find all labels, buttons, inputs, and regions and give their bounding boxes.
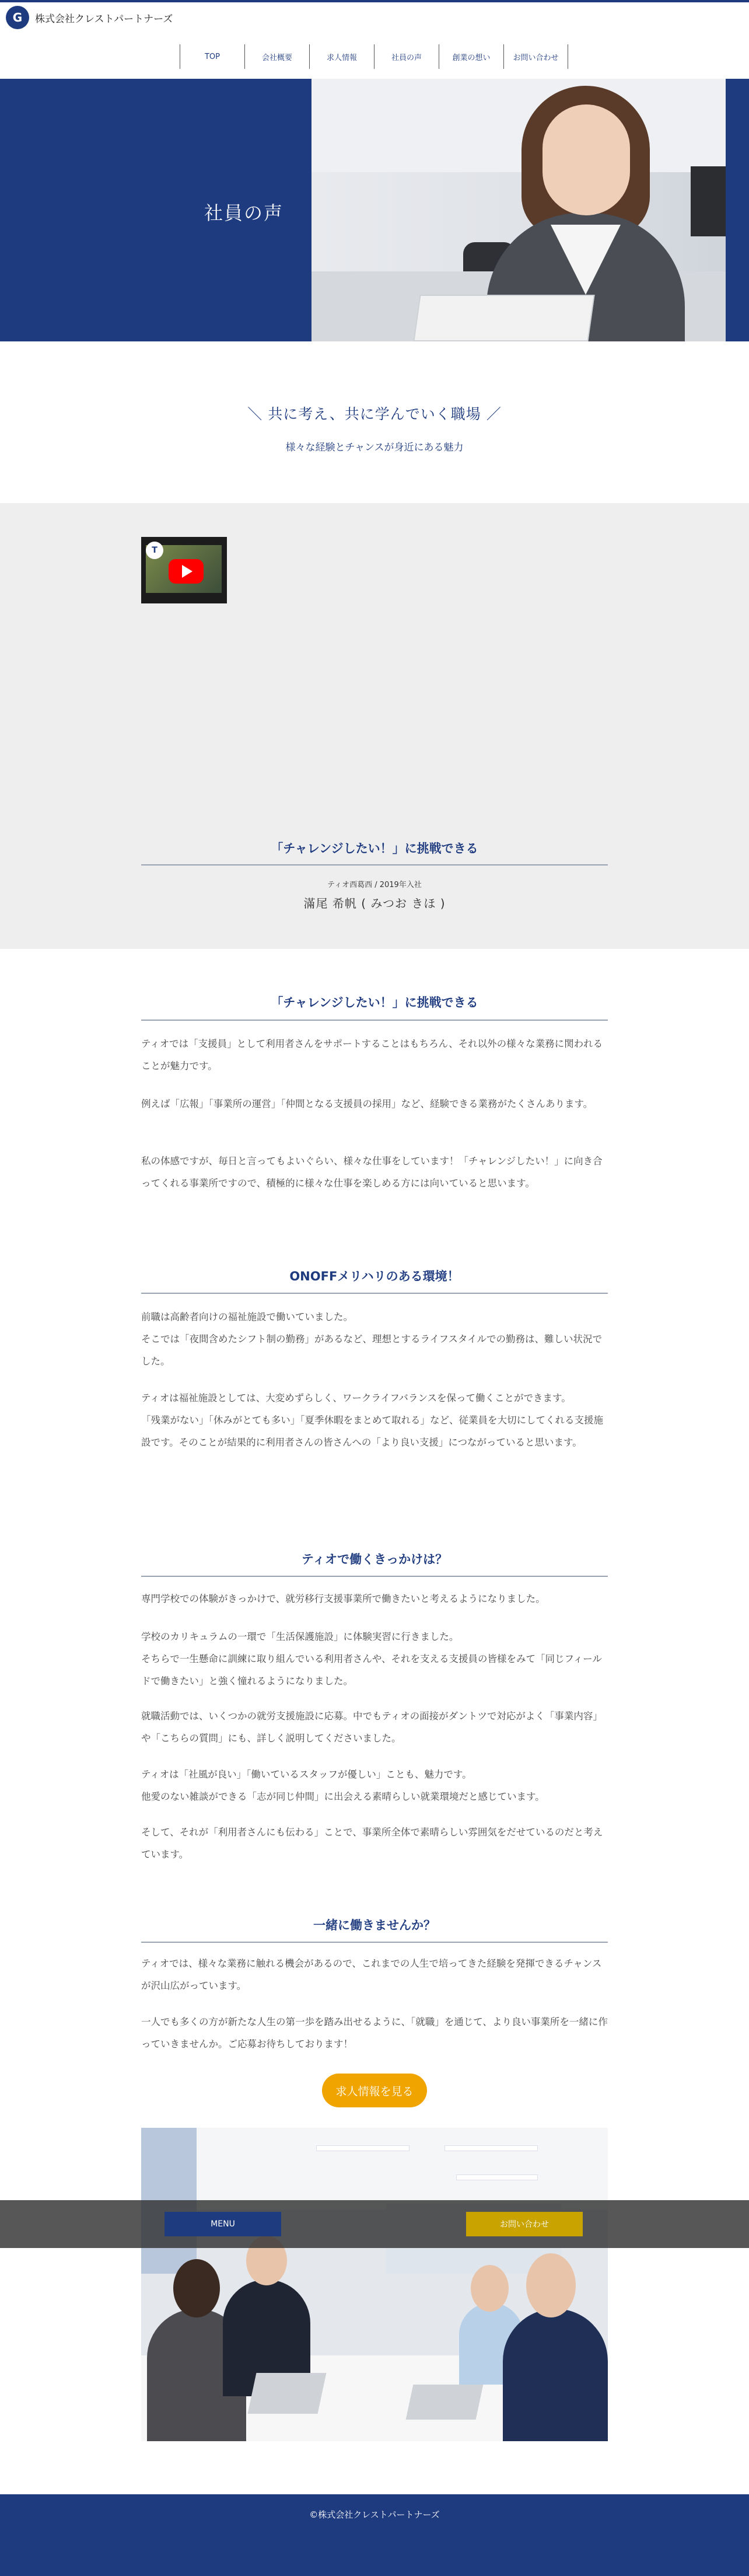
paragraph: ティオは「社風が良い」「働いているスタッフが優しい」ことも、魅力です。 他愛のない雑談ができる「志が同じ仲間」に出会える素晴らしい就業環境だと感じています。 [141, 1769, 545, 1802]
paragraph: 例えば「広報」「事業所の運営」「仲間となる支援員の採用」など、経験できる業務がたくさんあります。 [141, 1098, 593, 1109]
hero-title: 社員の声 [204, 202, 284, 224]
intro-title: ＼ 共に考え、共に学んでいく職場 ／ [247, 406, 502, 423]
nav-founding[interactable]: 創業の想い [439, 44, 503, 69]
channel-logo-icon: T [146, 542, 163, 559]
paragraph: 前職は高齢者向けの福祉施設で働いていました。 そこでは「夜間含めたシフト制の勤務」があるなど、理想とするライフスタイルでの勤務は、難しい状況でした。 [141, 1311, 603, 1367]
job-info-button[interactable]: 求人情報を見る [322, 2074, 427, 2107]
nav-contact[interactable]: お問い合わせ [503, 44, 568, 69]
section-title: 「チャレンジしたい！」に挑戦できる [271, 996, 478, 1010]
section-title: ティオで働くきっかけは？ [301, 1552, 448, 1566]
nav-voices[interactable]: 社員の声 [374, 44, 439, 69]
copyright: ©株式会社クレストパートナーズ [309, 2509, 440, 2520]
paragraph: 私の体感ですが、毎日と言ってもよいぐらい、様々な仕事をしています！「チャレンジしたい！」に向き合ってくれる事業所ですので、積極的に様々な仕事を楽しめる方には向いていると思います。 [141, 1156, 603, 1189]
section-divider [141, 1293, 608, 1294]
paragraph: そして、それが「利用者さんにも伝わる」ことで、事業所全体で素晴らしい雰囲気をだせているのだと考えています。 [141, 1827, 603, 1860]
contact-button[interactable]: お問い合わせ [466, 2212, 583, 2236]
paragraph: 一人でも多くの方が新たな人生の第一歩を踏み出せるように、「就職」を通じて、より良い事業所を一緒に作っていきませんか。ご応募お待ちしております！ [141, 2016, 608, 2050]
paragraph: ティオは福祉施設としては、大変めずらしく、ワークライフバランスを保って働くことができます。 「残業がない」「休みがとても多い」「夏季休暇をまとめて取れる」など、従業員を大切にしてくれる支援施設です。そのことが結果的に利用者さんの皆さんへの「より良い支援」につながっていると思います。 [141, 1392, 603, 1448]
paragraph: 就職活動では、いくつかの就労支援施設に応募。中でもティオの面接がダントツで対応がよく「事業内容」や「こちらの質問」にも、詳しく説明してくださいました。 [141, 1711, 603, 1744]
nav-top[interactable]: TOP [180, 44, 244, 69]
intro-subtitle: 様々な経験とチャンスが身近にある魅力 [285, 442, 464, 453]
section-title: 一緒に働きませんか？ [313, 1918, 436, 1932]
nav-company[interactable]: 会社概要 [244, 44, 309, 69]
profile-title: 「チャレンジしたい！」に挑戦できる [271, 842, 478, 856]
hero-employee-photo [312, 79, 726, 341]
footer [0, 2494, 749, 2576]
paragraph: 学校のカリキュラムの一環で「生活保護施設」に体験実習に行きました。 そちらで一生懸命に訓練に取り組んでいる利用者さんや、それを支える支援員の皆様をみて「同じフィールドで働きたい」と強く憧れるようになりました。 [141, 1631, 602, 1687]
menu-button[interactable]: MENU [164, 2212, 281, 2236]
paragraph: ティオでは「支援員」として利用者さんをサポートすることはもちろん、それ以外の様々な業務に関われることが魅力です。 [141, 1038, 603, 1071]
paragraph: ティオでは、様々な業務に触れる機会があるので、これまでの人生で培ってきた経験を発揮できるチャンスが沢山広がっています。 [141, 1958, 602, 1991]
global-nav [180, 44, 568, 69]
profile-name: 滿尾 希帆 ( みつお きほ ) [303, 896, 446, 910]
play-icon[interactable] [169, 559, 204, 584]
nav-jobs[interactable]: 求人情報 [309, 44, 374, 69]
section-divider [141, 1020, 608, 1021]
paragraph: 専門学校での体験がきっかけで、就労移行支援事業所で働きたいと考えるようになりました。 [141, 1593, 545, 1604]
hero-banner [0, 79, 749, 341]
logo-mark-icon: G [6, 6, 29, 29]
team-photo [141, 2128, 608, 2441]
profile-divider [141, 864, 608, 865]
site-logo[interactable] [6, 6, 173, 29]
section-title: ONOFFメリハリのある環境！ [289, 1269, 460, 1283]
company-name: 株式会社クレストパートナーズ [35, 13, 173, 25]
fixed-bottom-bar [0, 2200, 749, 2248]
profile-meta: ティオ西葛西 / 2019年入社 [327, 881, 422, 889]
hero-right-strip [726, 79, 749, 341]
section-divider [141, 1576, 608, 1577]
youtube-video-thumbnail[interactable] [141, 537, 227, 603]
top-accent-line [0, 0, 749, 2]
section-divider [141, 1942, 608, 1943]
